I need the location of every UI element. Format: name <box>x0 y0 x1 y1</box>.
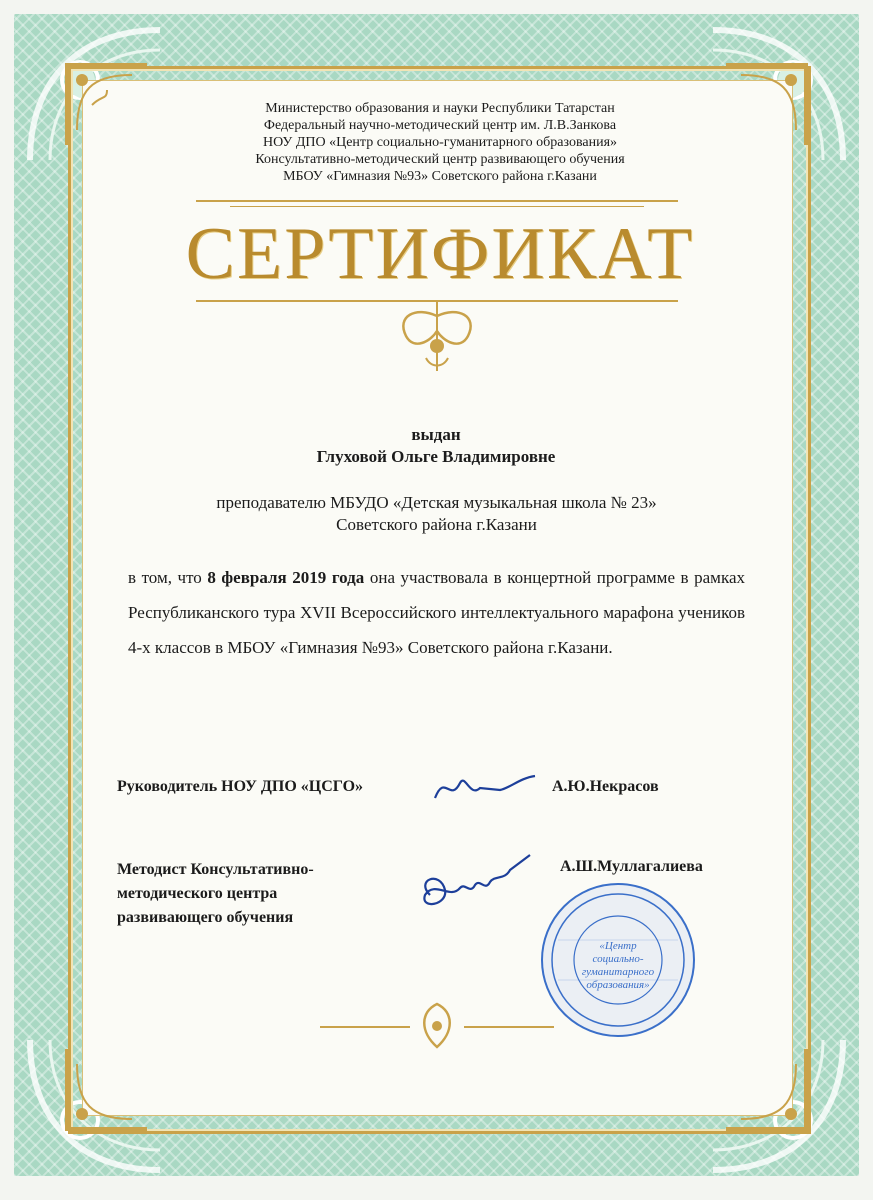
bottom-rule-right <box>464 1026 554 1028</box>
issued-block <box>286 424 586 468</box>
signer2-role-line: развивающего обучения <box>117 909 294 926</box>
issued-label: выдан <box>411 425 461 444</box>
body-text: в том, что <box>128 568 208 587</box>
position-line: преподавателю МБУДО «Детская музыкальная школа № 23» <box>216 493 657 512</box>
signer1-name: А.Ю.Некрасов <box>552 778 659 795</box>
bottom-rule-left <box>320 1026 410 1028</box>
signer2-role-line: Методист Консультативно- <box>117 861 314 878</box>
certificate-title: СЕРТИФИКАТ <box>185 213 695 295</box>
gold-flourish-bottom-left-icon <box>62 1044 152 1134</box>
header-line: Министерство образования и науки Республики Татарстан <box>265 101 615 116</box>
signature-1-icon <box>430 768 540 808</box>
title-ornament-icon <box>376 296 498 376</box>
gold-flourish-bottom-right-icon <box>721 1044 811 1134</box>
issuer-header <box>200 100 680 185</box>
header-line: Консультативно-методический центр развивающего обучения <box>255 152 625 167</box>
header-line: НОУ ДПО «Центр социально-гуманитарного образования» <box>262 135 618 150</box>
body-text: она участвовала в концертной программе в рамках Республиканского тура XVII Всероссийского интеллектуального марафона учеников 4-х классов в МБОУ «Гимназия №93» Советского района г.Казани. <box>128 568 745 657</box>
certificate-body <box>128 560 745 665</box>
header-line: Федеральный научно-методический центр им. Л.В.Занкова <box>263 118 617 133</box>
gold-flourish-top-left-icon <box>62 60 152 150</box>
position-line: Советского района г.Казани <box>336 515 537 534</box>
signer2-role-line: методического центра <box>117 885 278 902</box>
title-top-rule <box>196 200 678 202</box>
signature-2-icon <box>410 850 540 925</box>
bottom-ornament-icon <box>410 1002 464 1052</box>
stamp-text: «Центр социально-гуманитарного образования» <box>581 940 655 991</box>
recipient-name: Глуховой Ольге Владимировне <box>316 447 556 466</box>
event-date: 8 февраля 2019 года <box>207 568 365 587</box>
header-line: МБОУ «Гимназия №93» Советского района г.Казани <box>283 169 597 184</box>
recipient-position <box>150 492 723 536</box>
signer1-role: Руководитель НОУ ДПО «ЦСГО» <box>117 778 364 795</box>
signer2-role <box>117 858 314 930</box>
signer2-name: А.Ш.Муллагалиева <box>560 858 703 875</box>
gold-flourish-top-right-icon <box>721 60 811 150</box>
title-top-rule-thin <box>230 206 644 207</box>
